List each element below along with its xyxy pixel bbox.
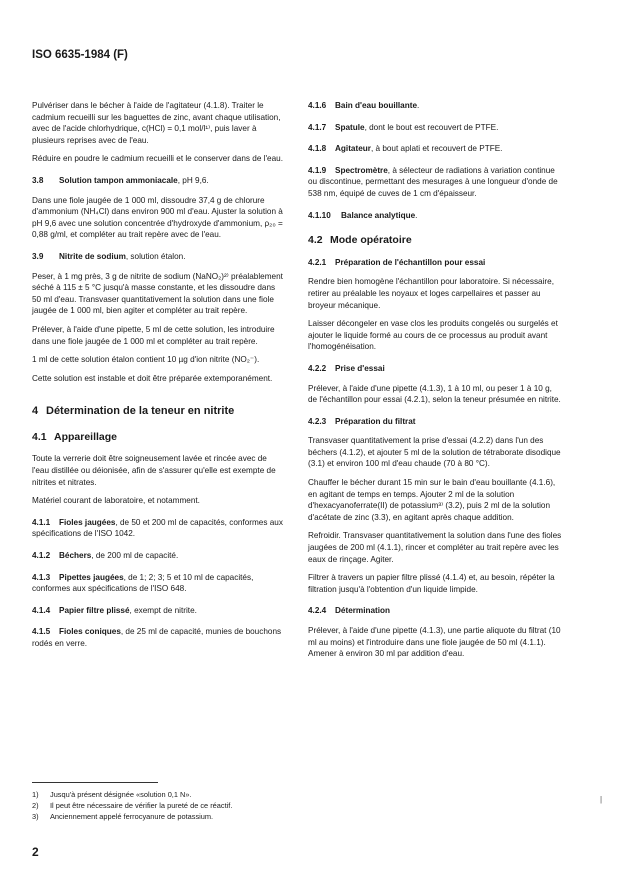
- item-number: 4.1.6: [308, 101, 327, 110]
- item-text: , dont le bout est recouvert de PTFE.: [364, 122, 499, 132]
- item-number: 4.1.1: [32, 517, 51, 527]
- section-number: 4.2: [308, 234, 323, 247]
- item-number: 4.1.5: [32, 627, 51, 637]
- footnote-text: Il peut être nécessaire de vérifier la pureté de ce réactif.: [50, 801, 233, 810]
- footnote-number: 3): [32, 812, 39, 821]
- section-title: Préparation du filtrat: [335, 416, 416, 426]
- left-column: [32, 100, 286, 658]
- section-title: Appareillage: [54, 430, 118, 443]
- paragraph: 1 ml de cette solution étalon contient 10 µg d'ion nitrite (NO₂⁻).: [32, 355, 260, 365]
- item-title: Spectromètre: [335, 165, 388, 175]
- section-title: Solution tampon ammoniacale: [59, 175, 178, 185]
- paragraph: Prélever, à l'aide d'une pipette (4.1.3), 1 à 10 ml, ou peser 1 à 10 g, de l'échantillon pour essai (4.2.1), selon la teneur présumée en nitrite.: [308, 383, 561, 405]
- section-4-2-heading: [308, 235, 562, 247]
- item-4-1-7: [308, 122, 562, 134]
- item-number: 4.1.3: [32, 572, 51, 582]
- section-number: 4.2.1: [308, 257, 327, 267]
- item-text: , de 1; 2; 3; 5 et 10 ml de capacités, conformes aux spécifications de l'ISO 648.: [32, 572, 254, 594]
- paragraph: Laisser décongeler en vase clos les produits congelés ou surgelés et ajouter le liquide formé au cours de ce processus au produit avant l'homogénéisation.: [308, 319, 558, 352]
- item-4-1-10: [308, 210, 562, 222]
- item-number: 4.1.2: [32, 551, 51, 561]
- item-4-1-4: [32, 605, 286, 617]
- section-number: 4.2.2: [308, 363, 327, 373]
- item-4-1-5: [32, 626, 286, 649]
- section-title-rest: , pH 9,6.: [177, 175, 209, 185]
- paragraph: Cette solution est instable et doit être préparée extemporanément.: [32, 373, 273, 383]
- section-number: 4.2.3: [308, 416, 327, 426]
- paragraph: Matériel courant de laboratoire, et notamment.: [32, 496, 200, 506]
- item-4-1-3: [32, 572, 286, 595]
- section-3-8-heading: [32, 175, 286, 187]
- section-title: Nitrite de sodium: [59, 251, 126, 261]
- page-number: 2: [32, 845, 39, 859]
- item-text: , de 25 ml de capacité, munies de bouchons rodés en verre.: [32, 627, 282, 648]
- item-text: , à sélecteur de radiations à variation continue ou discontinue, permettant des mesurages à une longueur d'onde de 538 nm, équipé de cuves de 1 cm d'épaisseur.: [308, 165, 558, 198]
- paragraph: Peser, à 1 mg près, 3 g de nitrite de sodium (NaNO₂)²⁾ préalablement séché à 115 ± 5 °C jusqu'à masse constante, et les dissoudre dans 50 ml d'eau. Transvaser quantitativement la solution dans une fiole jaugée de 1 000 ml, bien agiter et compléter au trait repère.: [32, 271, 283, 316]
- section-4-1-heading: [32, 432, 286, 444]
- item-title: Fioles coniques: [59, 627, 121, 637]
- section-title: Prise d'essai: [335, 363, 385, 373]
- section-number: 4.2.4: [308, 606, 327, 616]
- item-title: Papier filtre plissé: [59, 605, 130, 615]
- paragraph: Dans une fiole jaugée de 1 000 ml, dissoudre 37,4 g de chlorure d'ammonium (NH₄Cl) dans environ 900 ml d'eau. Ajuster la solution à pH 9,6 avec une solution concentrée d'hydroxyde d'ammonium, ρ₂₀ = 0,88 g/ml, et compléter au trait repère avec de l'eau.: [32, 195, 283, 240]
- item-text: , exempt de nitrite.: [129, 605, 197, 615]
- footnote: [32, 811, 592, 822]
- item-4-1-2: [32, 550, 286, 562]
- item-number: 4.1.9: [308, 165, 327, 175]
- section-number: 3.8: [32, 175, 44, 185]
- section-4-2-3-heading: [308, 416, 562, 428]
- item-title: Balance analytique: [341, 210, 416, 220]
- item-number: 4.1.7: [308, 122, 327, 132]
- section-3-9-heading: [32, 251, 286, 263]
- section-title: Préparation de l'échantillon pour essai: [335, 257, 486, 267]
- section-title: Détermination de la teneur en nitrite: [46, 405, 235, 418]
- paragraph: Refroidir. Transvaser quantitativement la solution dans l'une des fioles jaugées de 200 ml (4.1.1), rincer et compléter au trait repère avec les eaux de rinçage. Agiter.: [308, 531, 562, 564]
- paragraph: Prélever, à l'aide d'une pipette (4.1.3), une partie aliquote du filtrat (10 ml au moins) et l'introduire dans une fiole jaugée de 50 ml (4.1.1). Amener à environ 30 ml par addition d'eau.: [308, 626, 561, 659]
- footnote: [32, 789, 592, 800]
- item-number: 4.1.4: [32, 605, 51, 615]
- paragraph: Toute la verrerie doit être soigneusement lavée et rincée avec de l'eau distillée ou déionisée, afin de s'assurer qu'elle est exempte de nitrites et nitrates.: [32, 454, 276, 487]
- section-4-2-4-heading: [308, 605, 562, 617]
- item-title: Bain d'eau bouillante: [335, 101, 418, 110]
- section-title-rest: , solution étalon.: [125, 251, 186, 261]
- section-4-heading: [32, 406, 286, 418]
- footnote-text: Jusqu'à présent désignée «solution 0,1 N».: [50, 790, 192, 799]
- section-4-2-1-heading: [308, 257, 562, 269]
- paragraph: Réduire en poudre le cadmium recueilli et le conserver dans de l'eau.: [32, 154, 283, 164]
- paragraph: Pulvériser dans le bécher à l'aide de l'agitateur (4.1.8). Traiter le cadmium recueilli sur les baguettes de zinc, avant chaque utilisation, avec de l'acide chlorhydrique, c(HCl) = 0,1 mol/l¹⁾, puis laver à plusieurs reprises avec de l'eau.: [32, 101, 281, 145]
- footnote: [32, 800, 592, 811]
- right-column: [308, 100, 562, 667]
- item-number: 4.1.8: [308, 144, 327, 154]
- item-4-1-6: [308, 100, 562, 112]
- edge-mark: |: [600, 795, 603, 804]
- footnotes: [32, 789, 592, 822]
- item-text: .: [415, 210, 418, 220]
- item-title: Fioles jaugées: [59, 517, 116, 527]
- section-4-2-2-heading: [308, 363, 562, 375]
- item-title: Béchers: [59, 551, 92, 561]
- item-4-1-8: [308, 143, 562, 155]
- item-text: .: [417, 101, 420, 110]
- paragraph: Chauffer le bécher durant 15 min sur le bain d'eau bouillante (4.1.6), en agitant de temps en temps. Ajouter 2 ml de la solution d'hexacyanoferrate(II) de potassium³⁾ (3.2), puis 2 ml de la solution d'acétate de zinc (3.3), en agitant après chaque addition.: [308, 478, 556, 522]
- paragraph: Prélever, à l'aide d'une pipette, 5 ml de cette solution, les introduire dans une fiole jaugée de 1 000 ml et compléter au trait repère.: [32, 324, 275, 346]
- section-number: 4.1: [32, 430, 47, 443]
- item-4-1-9: [308, 165, 562, 200]
- footnote-text: Anciennement appelé ferrocyanure de potassium.: [50, 812, 214, 821]
- item-title: Agitateur: [335, 144, 371, 154]
- section-title: Mode opératoire: [330, 234, 412, 247]
- document-header: ISO 6635-1984 (F): [32, 49, 128, 61]
- item-text: , de 50 et 200 ml de capacités, conformes aux spécifications de l'ISO 1042.: [32, 517, 283, 539]
- item-number: 4.1.10: [308, 210, 331, 220]
- item-title: Spatule: [335, 122, 365, 132]
- section-number: 3.9: [32, 251, 44, 261]
- footnote-rule: [32, 782, 158, 783]
- footnote-number: 2): [32, 801, 39, 810]
- paragraph: Filtrer à travers un papier filtre plissé (4.1.4) et, au besoin, répéter la filtration jusqu'à l'obtention d'un liquide limpide.: [308, 573, 555, 594]
- item-text: , de 200 ml de capacité.: [91, 551, 179, 561]
- footnote-number: 1): [32, 790, 39, 799]
- paragraph: Transvaser quantitativement la prise d'essai (4.2.2) dans l'un des béchers (4.1.2), et ajouter 5 ml de la solution de tétraborate disodique (3.1) et environ 100 ml d'eau chaude (70 à 80 °C).: [308, 436, 561, 469]
- item-text: , à bout aplati et recouvert de PTFE.: [370, 144, 503, 154]
- section-number: 4: [32, 405, 39, 418]
- paragraph: Rendre bien homogène l'échantillon pour laboratoire. Si nécessaire, retirer au préalable les noyaux et loges carpellaires et passer au broyeur mécanique.: [308, 277, 554, 310]
- section-title: Détermination: [335, 606, 391, 616]
- item-4-1-1: [32, 517, 286, 540]
- item-title: Pipettes jaugées: [59, 572, 124, 582]
